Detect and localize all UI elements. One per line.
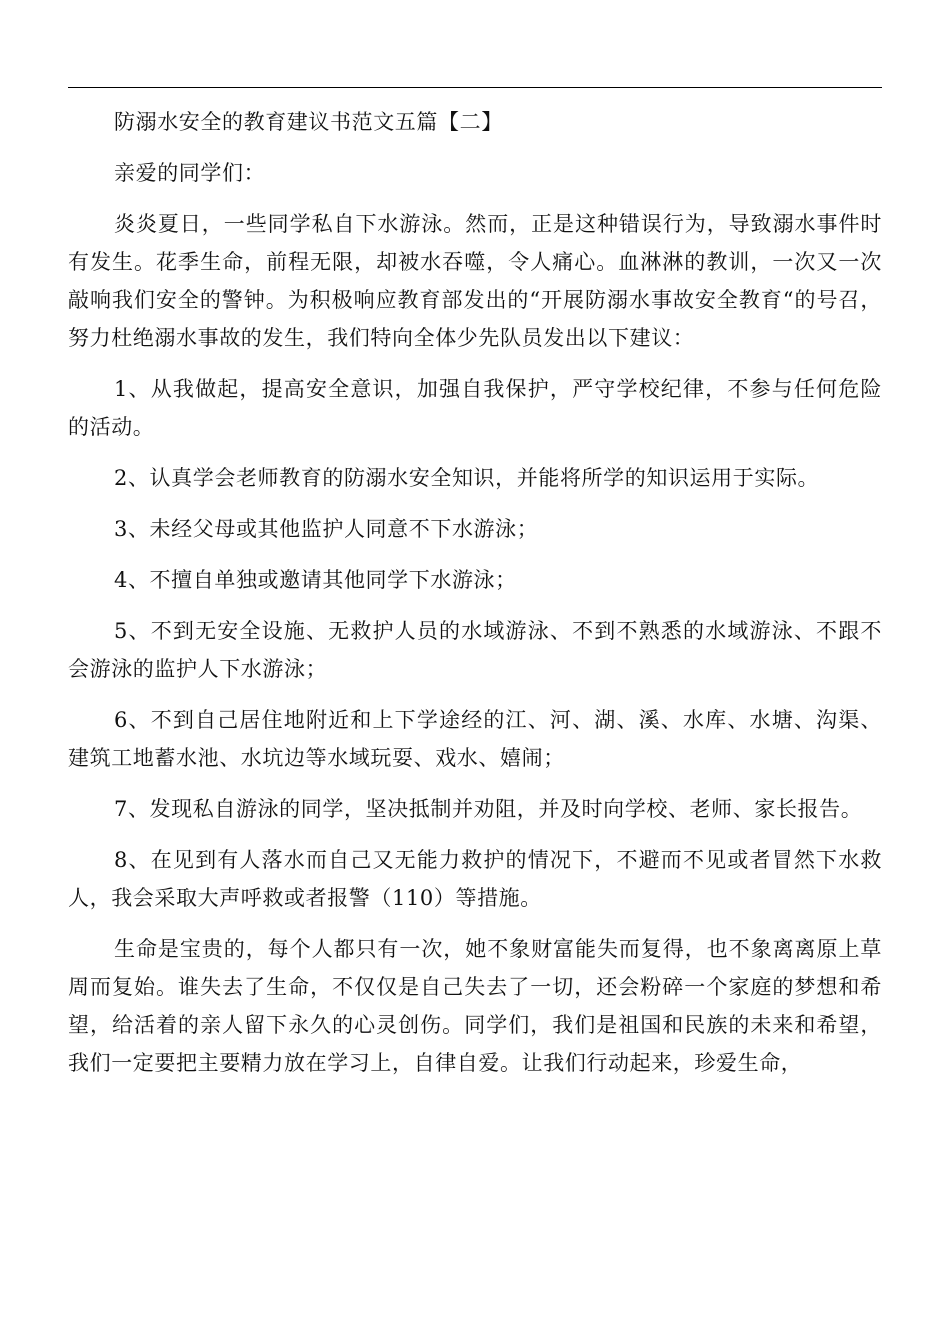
list-item: 6、不到自己居住地附近和上下学途经的江、河、湖、溪、水库、水塘、沟渠、建筑工地蓄水池、水坑边等水域玩耍、戏水、嬉闹； (68, 708, 882, 770)
list-item: 3、未经父母或其他监护人同意不下水游泳； (114, 517, 539, 541)
intro-paragraph: 炎炎夏日，一些同学私自下水游泳。然而，正是这种错误行为，导致溺水事件时有发生。花季生命，前程无限，却被水吞噬，令人痛心。血淋淋的教训，一次又一次敲响我们安全的警钟。为积极响应教育部发出的“开展防溺水事故安全教育“的号召，努力杜绝溺水事故的发生，我们特向全体少先队员发出以下建议： (68, 212, 882, 350)
header-rule (68, 87, 882, 88)
list-item: 8、在见到有人落水而自己又无能力救护的情况下，不避而不见或者冒然下水救人，我会采取大声呼救或者报警（110）等措施。 (68, 848, 882, 910)
list-item: 1、从我做起，提高安全意识，加强自我保护，严守学校纪律，不参与任何危险的活动。 (68, 377, 882, 439)
greeting: 亲爱的同学们： (114, 161, 266, 185)
closing-paragraph: 生命是宝贵的，每个人都只有一次，她不象财富能失而复得，也不象离离原上草周而复始。谁失去了生命，不仅仅是自己失去了一切，还会粉碎一个家庭的梦想和希望，给活着的亲人留下永久的心灵创伤。同学们，我们是祖国和民族的未来和希望，我们一定要把主要精力放在学习上，自律自爱。让我们行动起来，珍爱生命， (68, 937, 882, 1075)
document-body (68, 103, 882, 1095)
list-item: 2、认真学会老师教育的防溺水安全知识，并能将所学的知识运用于实际。 (114, 466, 820, 490)
list-item: 7、发现私自游泳的同学，坚决抵制并劝阻，并及时向学校、老师、家长报告。 (114, 797, 863, 821)
list-item: 4、不擅自单独或邀请其他同学下水游泳； (114, 568, 517, 592)
document-title: 防溺水安全的教育建议书范文五篇【二】 (114, 110, 503, 134)
list-item: 5、不到无安全设施、无救护人员的水域游泳、不到不熟悉的水域游泳、不跟不会游泳的监护人下水游泳； (68, 619, 882, 681)
